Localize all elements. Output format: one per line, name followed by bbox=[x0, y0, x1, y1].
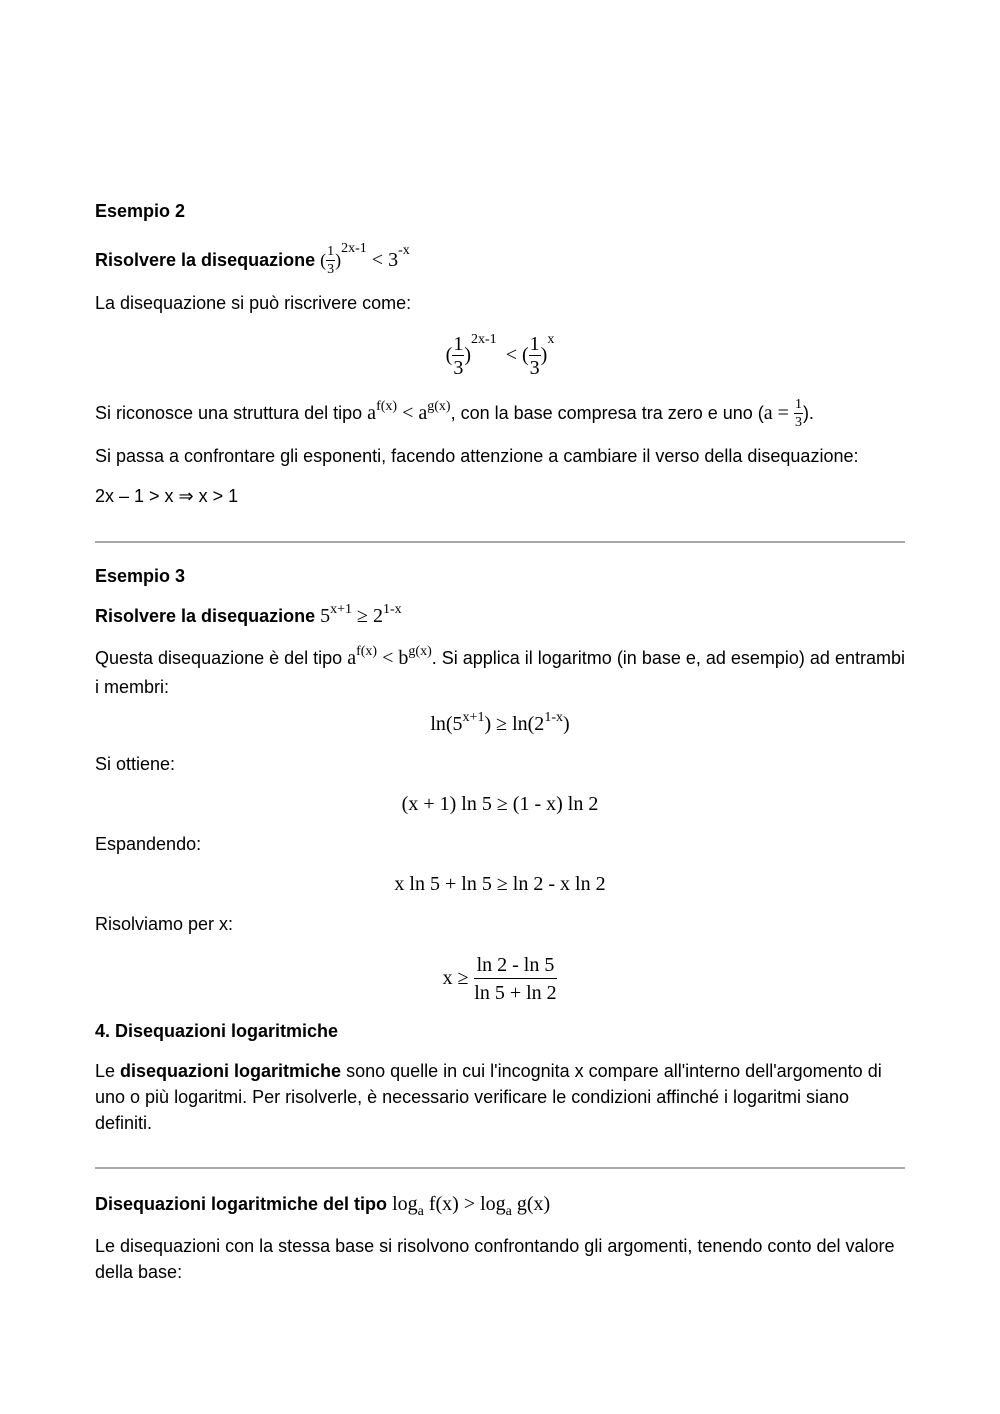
example-2-title: Esempio 2 bbox=[95, 201, 186, 221]
display-equation-3: (x + 1) ln 5 ≥ (1 - x) ln 2 bbox=[401, 793, 599, 815]
obtain-text: Si ottiene: bbox=[95, 754, 176, 774]
fraction: $\frac{1}{3}$ bbox=[327, 244, 335, 278]
example-2-result: 2x – 1 > x ⇒ x > 1 bbox=[95, 486, 239, 506]
example-3-title: Esempio 3 bbox=[95, 566, 186, 586]
section-4-intro: Le disequazioni logaritmiche sono quelle in cui l'incognita x compare all'interno dell'argomento di uno o più logaritmi. Per risolverle, è necessario verificare le condizioni affinché i logaritmi siano definiti. bbox=[95, 1061, 882, 1133]
display-equation-5: x ≥ $\frac{\ln 2 - \ln 5}{\ln 5 + \ln 2}$ bbox=[442, 954, 557, 1005]
divider bbox=[95, 1167, 905, 1169]
subsection-text: Le disequazioni con la stessa base si risolvono confrontando gli argomenti, tenendo conto del valore della base: bbox=[95, 1236, 895, 1282]
section-4-title: 4. Disequazioni logaritmiche bbox=[95, 1021, 339, 1041]
example-3-prompt: Risolvere la disequazione $5^{x+1} \ge 2^{1-x}$ bbox=[95, 602, 402, 627]
structure-text: Si riconosce una struttura del tipo $a^{f(x)} < a^{g(x)}$, con la base compresa tra zero e uno (a = $\frac{1}{3}$ ). bbox=[95, 397, 814, 430]
fraction: $\frac{\ln 2 - \ln 5}{\ln 5 + \ln 2}$ bbox=[474, 954, 557, 1005]
compare-text: Si passa a confrontare gli esponenti, facendo attenzione a cambiare il verso della disequazione: bbox=[95, 446, 859, 466]
example-2-prompt: Risolvere la disequazione ( $\frac{1}{3}$ )$^{2x-1} < 3^{-x}$ bbox=[95, 241, 410, 278]
display-equation-2: $\ln(5^{x+1}) \ge \ln(2^{1-x})$ bbox=[430, 710, 570, 735]
rewrite-text: La disequazione si può riscrivere come: bbox=[95, 293, 412, 313]
divider bbox=[95, 541, 905, 543]
solve-text: Risolviamo per x: bbox=[95, 914, 234, 934]
display-equation-1: ( $\frac{1}{3}$ )$^{2x-1}$ < ( $\frac{1}{3}$ )$^x$ bbox=[445, 332, 555, 380]
subsection-title: Disequazioni logaritmiche del tipo $\log_a f(x) > \log_a g(x)$ bbox=[95, 1193, 551, 1219]
type-text: Questa disequazione è del tipo $a^{f(x)} < b^{g(x)}$. Si applica il logaritmo (in base e, ad esempio) ad entrambi i membri: bbox=[95, 644, 905, 697]
display-equation-4: x ln 5 + ln 5 ≥ ln 2 - x ln 2 bbox=[394, 873, 606, 895]
expand-text: Espandendo: bbox=[95, 834, 202, 854]
